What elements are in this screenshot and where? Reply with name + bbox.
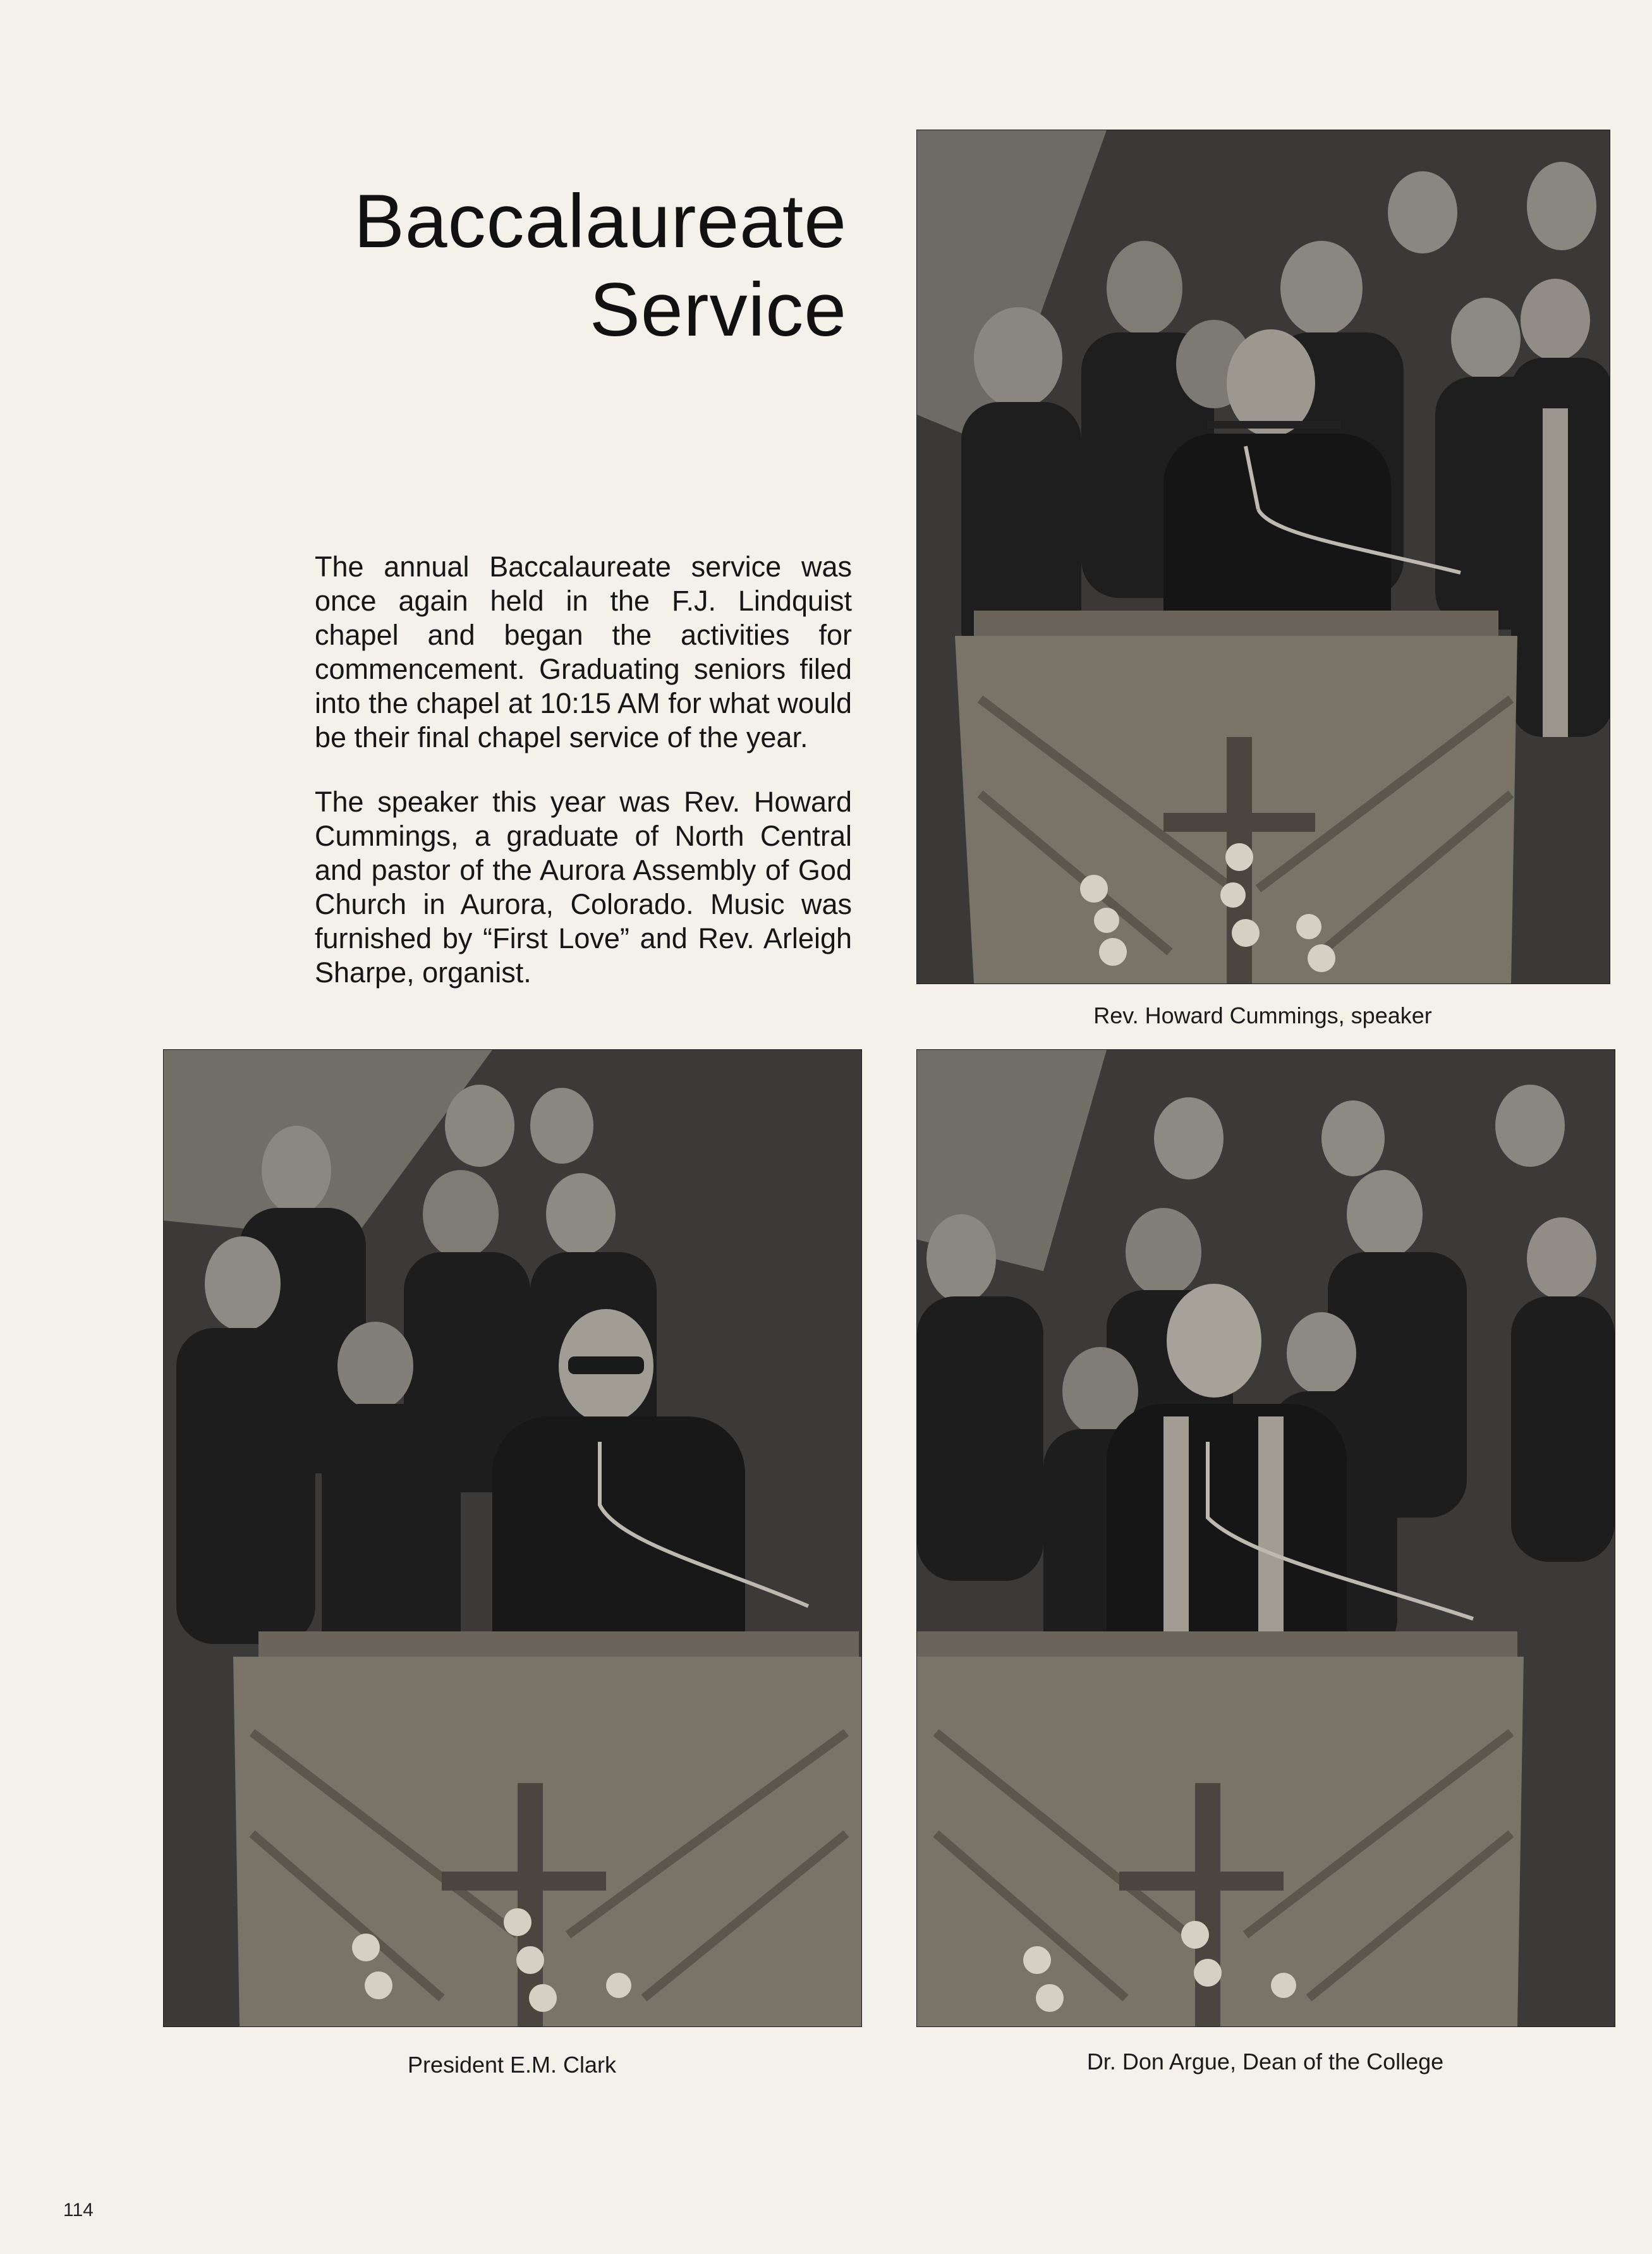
title-line-1: Baccalaureate <box>353 179 847 264</box>
paragraph-1: The annual Baccalaureate service was once again held in the F.J. Lindquist chapel and began the activities for commencement. Graduating seniors filed into the chapel at 10:15 AM for what would be their final chapel service of the year. <box>315 551 852 753</box>
caption-president: President E.M. Clark <box>407 2052 617 2078</box>
article-body <box>315 550 852 1020</box>
caption-dean: Dr. Don Argue, Dean of the College <box>1086 2049 1444 2074</box>
photo-president <box>163 1049 862 2027</box>
photo-dean-illustration <box>917 1050 1615 2026</box>
paragraph-2: The speaker this year was Rev. Howard Cummings, a graduate of North Central and pastor of the Aurora Assembly of God Church in Aurora, Colorado. Music was furnished by “First Love” and Rev. Arleigh Sharpe, organist. <box>315 786 852 989</box>
photo-speaker <box>916 130 1610 984</box>
page-number: 114 <box>63 2200 94 2220</box>
title-line-2: Service <box>589 267 847 353</box>
photo-dean <box>916 1049 1615 2027</box>
photo-speaker-illustration <box>917 130 1610 984</box>
photo-president-illustration <box>164 1050 861 2026</box>
caption-speaker: Rev. Howard Cummings, speaker <box>1093 1002 1432 1028</box>
page-title <box>190 177 847 354</box>
